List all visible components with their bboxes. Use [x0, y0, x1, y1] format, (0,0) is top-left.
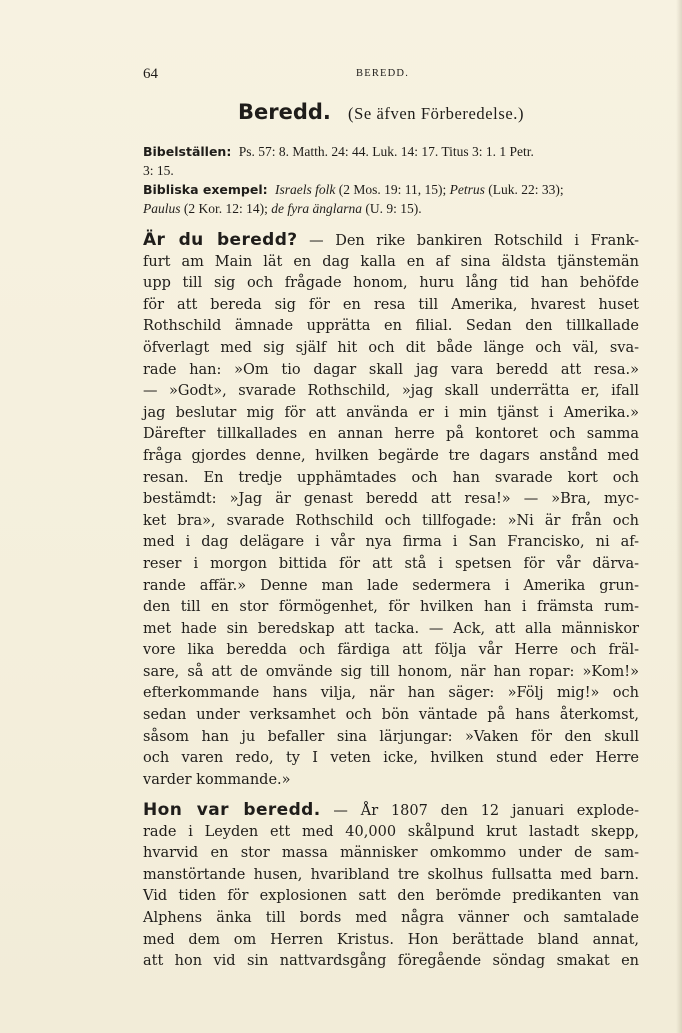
bible-references-line1: Ps. 57: 8. Matth. 24: 44. Luk. 14: 17. Titus 3: 1. 1 Petr. — [238, 144, 534, 159]
page-edge-shadow — [676, 0, 682, 1033]
section-line: Rothschild ämnade upprätta en filial. Sedan den tillkallade — [143, 318, 639, 335]
example-1-ref: (2 Mos. 19: 11, 15); — [335, 182, 450, 197]
running-title: BEREDD. — [356, 68, 410, 79]
section-line: upp till sig och frågade honom, huru lång tid han behöfde — [143, 275, 639, 292]
section-line: bestämdt: »Jag är genast beredd att resa!» — »Bra, myc- — [143, 491, 639, 508]
section-line: sedan under verksamhet och bön väntade på hans återkomst, — [143, 707, 639, 724]
section-line: med dem om Herren Kristus. Hon berättade bland annat, — [143, 931, 639, 948]
section-line: varder kommande.» — [143, 771, 291, 788]
section-line: Är du beredd? — Den rike bankiren Rotschild i Frank- — [143, 230, 639, 250]
section-line: jag beslutar mig för att använda er i min tjänst i Amerika.» — [143, 404, 639, 421]
example-2-ref: (Luk. 22: 33); — [484, 182, 564, 197]
bible-references-label: Bibelställen: — [143, 144, 232, 159]
section-line: furt am Main lät en dag kalla en af sina äldsta tjänstemän — [143, 253, 639, 270]
section-line: rande affär.» Denne man lade sedermera i Amerika grun- — [143, 577, 639, 594]
section-line: för att bereda sig för en resa till Amerika, hvarest huset — [143, 296, 639, 313]
example-1-title: Israels folk — [275, 182, 336, 197]
section-line: Vid tiden för explosionen satt den berömde predikanten van — [143, 888, 639, 905]
entry-title: Beredd. — [238, 100, 331, 124]
section-line: såsom han ju befaller sina lärjungar: »Vaken för den skull — [143, 728, 639, 745]
bible-references-continued — [143, 161, 643, 180]
section-line: ket bra», svarade Rothschild och tillfogade: »Ni är från och — [143, 512, 639, 529]
section-line: — »Godt», svarade Rothschild, »jag skall underrätta er, ifall — [143, 383, 639, 400]
section-line: öfverlagt med sig själf hit och dit både länge och väl, sva- — [143, 339, 639, 356]
section-line: met hade sin beredskap att tacka. — Ack, att alla människor — [143, 620, 639, 637]
entry-heading — [238, 100, 524, 124]
section-line: Hon var beredd. — År 1807 den 12 januari explode- — [143, 800, 639, 820]
section-heading: Hon var beredd. — [143, 800, 321, 820]
example-2-title: Petrus — [449, 182, 485, 197]
section-line: hvarvid en stor massa människer omkommo under de sam- — [143, 845, 639, 862]
example-4-title: de fyra änglarna — [271, 201, 363, 216]
section-are-you-ready — [143, 230, 639, 791]
section-line: reser i morgon bittida för att stå i spetsen för vår därva- — [143, 555, 639, 572]
section-line: resan. En tredje upphämtades och han svarade kort och — [143, 469, 639, 486]
page-number: 64 — [143, 66, 158, 82]
example-4-ref: (U. 9: 15). — [362, 201, 422, 216]
example-3-ref: (2 Kor. 12: 14); — [180, 201, 272, 216]
entry-cross-reference: (Se äfven Förberedelse.) — [347, 104, 525, 123]
section-line: att hon vid sin nattvardsgång föregående söndag smakat en — [143, 953, 639, 970]
section-line: sare, så att de omvände sig till honom, när han ropar: »Kom!» — [143, 663, 639, 680]
section-line: vore lika beredda och färdiga att följa vår Herre och fräl- — [143, 642, 639, 659]
section-line: efterkommande hans vilja, när han säger: »Följ mig!» och — [143, 685, 639, 702]
section-line: och varen redo, ty I veten icke, hvilken stund eder Herre — [143, 750, 639, 767]
bible-references — [143, 142, 643, 161]
biblical-examples — [143, 180, 643, 199]
section-line: rade i Leyden ett med 40,000 skålpund krut lastadt skepp, — [143, 823, 639, 840]
section-line: manstörtande husen, hvaribland tre skolhus fullsatta med barn. — [143, 866, 639, 883]
section-line: Därefter tillkallades en annan herre på kontoret och samma — [143, 426, 639, 443]
section-she-was-ready — [143, 800, 639, 973]
section-line: rade han: »Om tio dagar skall jag vara beredd att resa.» — [143, 361, 639, 378]
bible-references-line2: 3: 15. — [143, 163, 174, 178]
section-line: med i dag delägare i vår nya firma i San Francisko, ni af- — [143, 534, 639, 551]
section-line: fråga gjordes denne, hvilken begärde tre dagars anstånd med — [143, 447, 639, 464]
biblical-examples-continued — [143, 199, 643, 218]
section-line: den till en stor förmögenhet, för hvilken han i främsta rum- — [143, 599, 639, 616]
section-line: Alphens änka till bords med några vänner och samtalade — [143, 909, 639, 926]
section-heading: Är du beredd? — [143, 230, 298, 250]
biblical-examples-label: Bibliska exempel: — [143, 182, 268, 197]
example-3-title: Paulus — [143, 201, 181, 216]
running-head — [143, 66, 563, 84]
references-block — [143, 142, 643, 218]
